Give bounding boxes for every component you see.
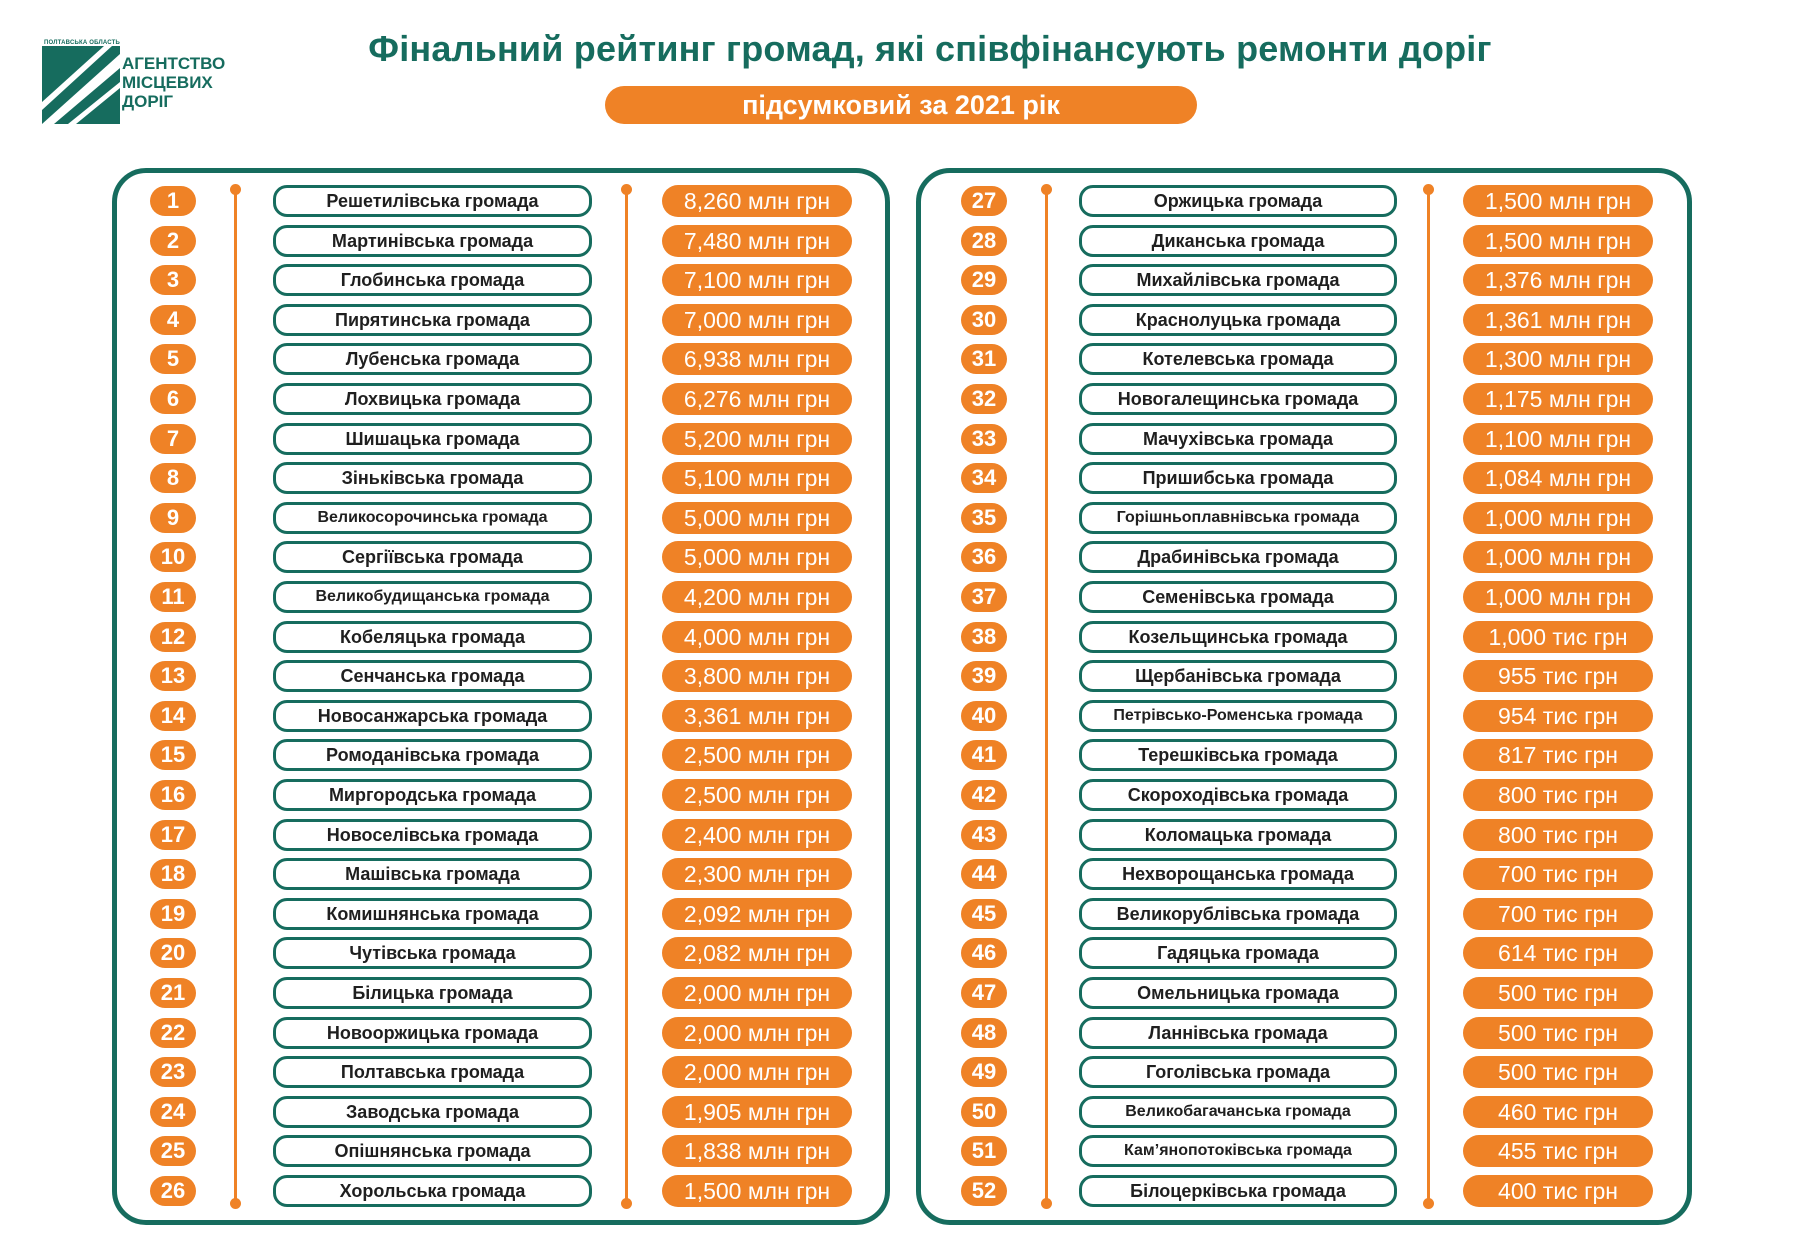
- amount-badge: 2,000 млн грн: [662, 1017, 852, 1049]
- amount-badge: 5,000 млн грн: [662, 541, 852, 573]
- ranking-row: [117, 1052, 885, 1092]
- community-name: Кобеляцька громада: [273, 621, 592, 653]
- rank-badge: 45: [961, 899, 1007, 929]
- rank-badge: 25: [150, 1136, 196, 1166]
- ranking-row: [921, 260, 1687, 300]
- community-name: Гоголівська громада: [1079, 1056, 1397, 1088]
- community-name: Новогалещинська громада: [1079, 383, 1397, 415]
- rank-badge: 28: [961, 226, 1007, 256]
- rank-badge: 22: [150, 1018, 196, 1048]
- rank-badge: 7: [150, 424, 196, 454]
- page-title: Фінальний рейтинг громад, які співфінансують ремонти доріг: [368, 28, 1492, 69]
- community-name: Зіньківська громада: [273, 462, 592, 494]
- amount-badge: 1,500 млн грн: [1463, 185, 1653, 217]
- ranking-row: [117, 419, 885, 459]
- ranking-row: [117, 537, 885, 577]
- community-name: Опішнянська громада: [273, 1135, 592, 1167]
- amount-badge: 8,260 млн грн: [662, 185, 852, 217]
- rank-badge: 33: [961, 424, 1007, 454]
- amount-badge: 1,000 тис грн: [1463, 621, 1653, 653]
- ranking-row: [117, 933, 885, 973]
- community-name: Нехворощанська громада: [1079, 858, 1397, 890]
- ranking-row: [921, 696, 1687, 736]
- rank-badge: 47: [961, 978, 1007, 1008]
- ranking-row: [921, 1052, 1687, 1092]
- ranking-row: [921, 1131, 1687, 1171]
- community-name: Великосорочинська громада: [273, 502, 592, 534]
- amount-badge: 500 тис грн: [1463, 1056, 1653, 1088]
- amount-badge: 1,838 млн грн: [662, 1135, 852, 1167]
- amount-badge: 2,000 млн грн: [662, 1056, 852, 1088]
- amount-badge: 3,800 млн грн: [662, 660, 852, 692]
- rank-badge: 9: [150, 503, 196, 533]
- rank-badge: 34: [961, 463, 1007, 493]
- ranking-row: [117, 815, 885, 855]
- amount-badge: 500 тис грн: [1463, 1017, 1653, 1049]
- ranking-row: [117, 696, 885, 736]
- ranking-row: [921, 458, 1687, 498]
- community-name: Сенчанська громада: [273, 660, 592, 692]
- rank-badge: 3: [150, 265, 196, 295]
- community-name: Коломацька громада: [1079, 819, 1397, 851]
- amount-badge: 6,938 млн грн: [662, 343, 852, 375]
- rank-badge: 37: [961, 582, 1007, 612]
- community-name: Новосанжарська громада: [273, 700, 592, 732]
- ranking-row: [117, 181, 885, 221]
- rank-badge: 49: [961, 1057, 1007, 1087]
- amount-badge: 5,000 млн грн: [662, 502, 852, 534]
- rank-badge: 39: [961, 661, 1007, 691]
- community-name: Машівська громада: [273, 858, 592, 890]
- community-name: Мартинівська громада: [273, 225, 592, 257]
- ranking-row: [117, 577, 885, 617]
- community-name: Пришибська громада: [1079, 462, 1397, 494]
- amount-badge: 700 тис грн: [1463, 898, 1653, 930]
- rank-badge: 11: [150, 582, 196, 612]
- ranking-row: [921, 577, 1687, 617]
- rank-badge: 1: [150, 186, 196, 216]
- community-name: Семенівська громада: [1079, 581, 1397, 613]
- ranking-row: [117, 379, 885, 419]
- amount-badge: 800 тис грн: [1463, 819, 1653, 851]
- rank-badge: 29: [961, 265, 1007, 295]
- community-name: Великобагачанська громада: [1079, 1096, 1397, 1128]
- ranking-panel-left: [112, 168, 890, 1225]
- ranking-row: [921, 735, 1687, 775]
- amount-badge: 3,361 млн грн: [662, 700, 852, 732]
- community-name: Диканська громада: [1079, 225, 1397, 257]
- ranking-row: [921, 854, 1687, 894]
- ranking-row: [921, 379, 1687, 419]
- amount-badge: 455 тис грн: [1463, 1135, 1653, 1167]
- amount-badge: 1,100 млн грн: [1463, 423, 1653, 455]
- rank-badge: 13: [150, 661, 196, 691]
- amount-badge: 1,300 млн грн: [1463, 343, 1653, 375]
- ranking-row: [921, 537, 1687, 577]
- ranking-row: [921, 300, 1687, 340]
- community-name: Полтавська громада: [273, 1056, 592, 1088]
- amount-badge: 817 тис грн: [1463, 739, 1653, 771]
- amount-badge: 4,000 млн грн: [662, 621, 852, 653]
- community-name: Мачухівська громада: [1079, 423, 1397, 455]
- rank-badge: 36: [961, 542, 1007, 572]
- rank-badge: 24: [150, 1097, 196, 1127]
- amount-badge: 955 тис грн: [1463, 660, 1653, 692]
- ranking-row: [117, 1131, 885, 1171]
- rank-badge: 14: [150, 701, 196, 731]
- community-name: Котелевська громада: [1079, 343, 1397, 375]
- ranking-row: [921, 1013, 1687, 1053]
- ranking-row: [921, 1171, 1687, 1211]
- rank-badge: 51: [961, 1136, 1007, 1166]
- ranking-row: [921, 181, 1687, 221]
- ranking-row: [117, 656, 885, 696]
- rank-badge: 41: [961, 740, 1007, 770]
- rank-badge: 20: [150, 938, 196, 968]
- community-name: Лохвицька громада: [273, 383, 592, 415]
- community-name: Заводська громада: [273, 1096, 592, 1128]
- amount-badge: 6,276 млн грн: [662, 383, 852, 415]
- rank-badge: 52: [961, 1176, 1007, 1206]
- ranking-row: [921, 221, 1687, 261]
- community-name: Терешківська громада: [1079, 739, 1397, 771]
- rank-badge: 4: [150, 305, 196, 335]
- rank-badge: 19: [150, 899, 196, 929]
- amount-badge: 7,000 млн грн: [662, 304, 852, 336]
- rank-badge: 23: [150, 1057, 196, 1087]
- community-name: Петрівсько-Роменська громада: [1079, 700, 1397, 732]
- ranking-row: [921, 815, 1687, 855]
- amount-badge: 2,000 млн грн: [662, 977, 852, 1009]
- ranking-row: [117, 458, 885, 498]
- ranking-row: [921, 894, 1687, 934]
- ranking-row: [117, 735, 885, 775]
- rank-badge: 12: [150, 622, 196, 652]
- community-name: Хорольська громада: [273, 1175, 592, 1207]
- community-name: Ромоданівська громада: [273, 739, 592, 771]
- amount-badge: 1,905 млн грн: [662, 1096, 852, 1128]
- ranking-row: [117, 498, 885, 538]
- community-name: Драбинівська громада: [1079, 541, 1397, 573]
- community-name: Кам’янопотоківська громада: [1079, 1135, 1397, 1167]
- ranking-row: [117, 775, 885, 815]
- ranking-row: [117, 339, 885, 379]
- agency-logo: [42, 40, 242, 130]
- logo-line-3: ДОРІГ: [122, 92, 174, 111]
- community-name: Пирятинська громада: [273, 304, 592, 336]
- community-name: Ланнівська громада: [1079, 1017, 1397, 1049]
- amount-badge: 2,500 млн грн: [662, 739, 852, 771]
- ranking-row: [117, 1013, 885, 1053]
- community-name: Миргородська громада: [273, 779, 592, 811]
- road-logo-icon: [42, 46, 120, 124]
- rank-badge: 42: [961, 780, 1007, 810]
- amount-badge: 1,500 млн грн: [1463, 225, 1653, 257]
- community-name: Козельщинська громада: [1079, 621, 1397, 653]
- rank-badge: 27: [961, 186, 1007, 216]
- amount-badge: 1,084 млн грн: [1463, 462, 1653, 494]
- community-name: Глобинська громада: [273, 264, 592, 296]
- community-name: Гадяцька громада: [1079, 937, 1397, 969]
- ranking-row: [117, 617, 885, 657]
- community-name: Новооржицька громада: [273, 1017, 592, 1049]
- community-name: Великорублівська громада: [1079, 898, 1397, 930]
- community-name: Щербанівська громада: [1079, 660, 1397, 692]
- ranking-row: [921, 775, 1687, 815]
- amount-badge: 4,200 млн грн: [662, 581, 852, 613]
- amount-badge: 7,480 млн грн: [662, 225, 852, 257]
- ranking-row: [117, 1092, 885, 1132]
- ranking-row: [921, 419, 1687, 459]
- rank-badge: 10: [150, 542, 196, 572]
- amount-badge: 1,175 млн грн: [1463, 383, 1653, 415]
- community-name: Горішньоплавнівська громада: [1079, 502, 1397, 534]
- ranking-row: [921, 1092, 1687, 1132]
- ranking-row: [921, 617, 1687, 657]
- logo-region-text: ПОЛТАВСЬКА ОБЛАСТЬ: [44, 40, 121, 46]
- logo-line-1: АГЕНТСТВО: [122, 54, 226, 73]
- amount-badge: 1,000 млн грн: [1463, 581, 1653, 613]
- ranking-row: [921, 933, 1687, 973]
- amount-badge: 5,200 млн грн: [662, 423, 852, 455]
- rank-badge: 50: [961, 1097, 1007, 1127]
- amount-badge: 1,376 млн грн: [1463, 264, 1653, 296]
- amount-badge: 2,300 млн грн: [662, 858, 852, 890]
- community-name: Краснолуцька громада: [1079, 304, 1397, 336]
- community-name: Шишацька громада: [273, 423, 592, 455]
- community-name: Омельницька громада: [1079, 977, 1397, 1009]
- rank-badge: 2: [150, 226, 196, 256]
- ranking-row: [921, 498, 1687, 538]
- amount-badge: 614 тис грн: [1463, 937, 1653, 969]
- amount-badge: 700 тис грн: [1463, 858, 1653, 890]
- community-name: Решетилівська громада: [273, 185, 592, 217]
- rank-badge: 6: [150, 384, 196, 414]
- ranking-row: [921, 973, 1687, 1013]
- community-name: Оржицька громада: [1079, 185, 1397, 217]
- community-name: Чутівська громада: [273, 937, 592, 969]
- amount-badge: 5,100 млн грн: [662, 462, 852, 494]
- logo-text: [122, 54, 225, 111]
- amount-badge: 500 тис грн: [1463, 977, 1653, 1009]
- ranking-row: [921, 339, 1687, 379]
- rank-badge: 15: [150, 740, 196, 770]
- community-name: Білоцерківська громада: [1079, 1175, 1397, 1207]
- amount-badge: 1,000 млн грн: [1463, 502, 1653, 534]
- ranking-row: [921, 656, 1687, 696]
- community-name: Комишнянська громада: [273, 898, 592, 930]
- ranking-row: [117, 260, 885, 300]
- amount-badge: 954 тис грн: [1463, 700, 1653, 732]
- rank-badge: 16: [150, 780, 196, 810]
- community-name: Новоселівська громада: [273, 819, 592, 851]
- amount-badge: 2,092 млн грн: [662, 898, 852, 930]
- amount-badge: 1,000 млн грн: [1463, 541, 1653, 573]
- rank-badge: 17: [150, 820, 196, 850]
- amount-badge: 1,361 млн грн: [1463, 304, 1653, 336]
- amount-badge: 400 тис грн: [1463, 1175, 1653, 1207]
- community-name: Лубенська громада: [273, 343, 592, 375]
- community-name: Білицька громада: [273, 977, 592, 1009]
- amount-badge: 7,100 млн грн: [662, 264, 852, 296]
- rank-badge: 35: [961, 503, 1007, 533]
- rank-badge: 48: [961, 1018, 1007, 1048]
- rank-badge: 18: [150, 859, 196, 889]
- amount-badge: 2,082 млн грн: [662, 937, 852, 969]
- rank-badge: 31: [961, 344, 1007, 374]
- ranking-row: [117, 300, 885, 340]
- rank-badge: 26: [150, 1176, 196, 1206]
- rank-badge: 32: [961, 384, 1007, 414]
- rank-badge: 21: [150, 978, 196, 1008]
- amount-badge: 800 тис грн: [1463, 779, 1653, 811]
- ranking-row: [117, 973, 885, 1013]
- ranking-row: [117, 221, 885, 261]
- rank-badge: 46: [961, 938, 1007, 968]
- community-name: Михайлівська громада: [1079, 264, 1397, 296]
- logo-line-2: МІСЦЕВИХ: [122, 73, 213, 92]
- amount-badge: 1,500 млн грн: [662, 1175, 852, 1207]
- amount-badge: 2,500 млн грн: [662, 779, 852, 811]
- amount-badge: 460 тис грн: [1463, 1096, 1653, 1128]
- amount-badge: 2,400 млн грн: [662, 819, 852, 851]
- ranking-row: [117, 1171, 885, 1211]
- community-name: Сергіївська громада: [273, 541, 592, 573]
- rank-badge: 5: [150, 344, 196, 374]
- ranking-panel-right: [916, 168, 1692, 1225]
- rank-badge: 38: [961, 622, 1007, 652]
- rank-badge: 40: [961, 701, 1007, 731]
- ranking-row: [117, 854, 885, 894]
- community-name: Скороходівська громада: [1079, 779, 1397, 811]
- rank-badge: 44: [961, 859, 1007, 889]
- page-subtitle: підсумковий за 2021 рік: [605, 86, 1197, 124]
- rank-badge: 30: [961, 305, 1007, 335]
- rank-badge: 43: [961, 820, 1007, 850]
- rank-badge: 8: [150, 463, 196, 493]
- ranking-row: [117, 894, 885, 934]
- community-name: Великобудищанська громада: [273, 581, 592, 613]
